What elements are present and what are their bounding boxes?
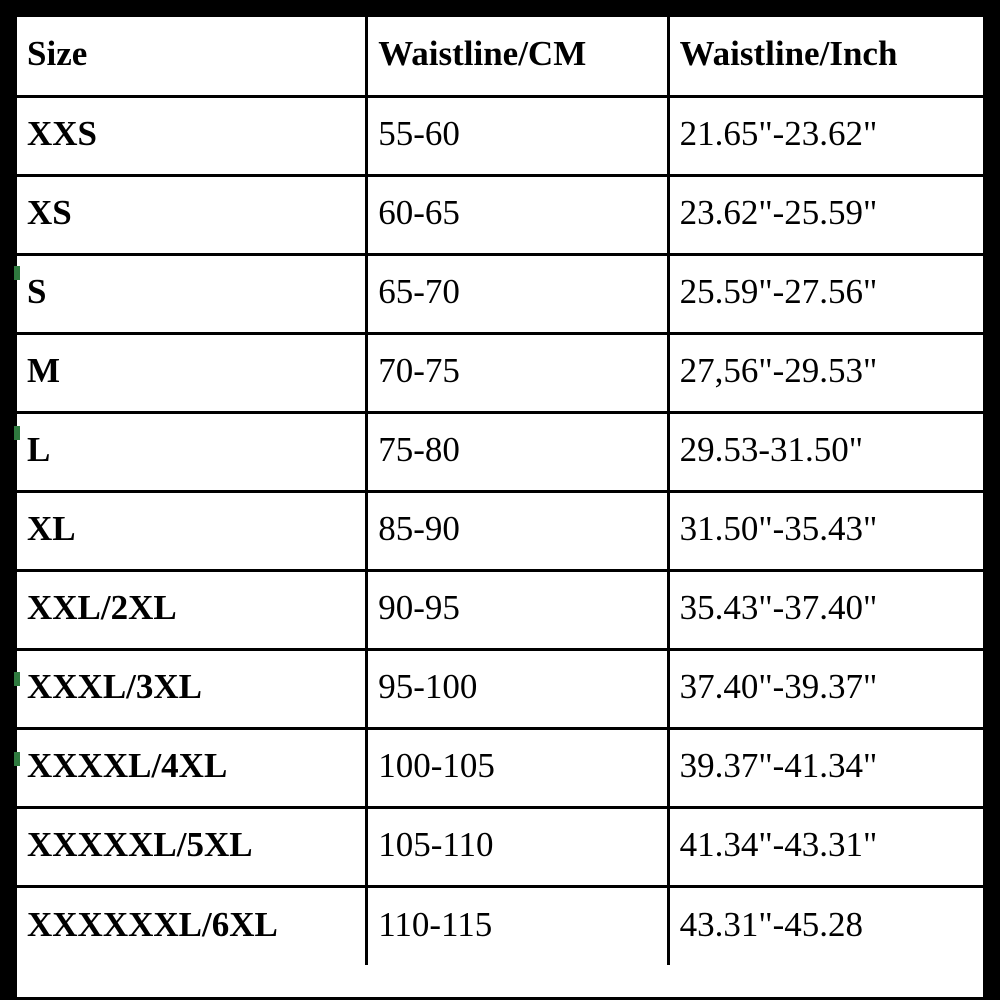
cell-size: XXXXL/4XL — [17, 728, 367, 807]
cell-waistline-inch: 27,56"-29.53" — [668, 333, 983, 412]
cell-waistline-cm: 85-90 — [367, 491, 668, 570]
table-body — [17, 96, 983, 965]
table-row — [17, 886, 983, 965]
cell-waistline-cm: 100-105 — [367, 728, 668, 807]
cell-waistline-cm: 90-95 — [367, 570, 668, 649]
table-row — [17, 96, 983, 175]
size-chart-container — [14, 14, 986, 1000]
cell-size: XXS — [17, 96, 367, 175]
table-row — [17, 412, 983, 491]
column-header-waistline-inch: Waistline/Inch — [668, 17, 983, 96]
cell-size: XXL/2XL — [17, 570, 367, 649]
cell-waistline-cm: 55-60 — [367, 96, 668, 175]
cell-waistline-inch: 21.65"-23.62" — [668, 96, 983, 175]
cell-waistline-inch: 25.59"-27.56" — [668, 254, 983, 333]
cell-waistline-cm: 60-65 — [367, 175, 668, 254]
table-header — [17, 17, 983, 96]
cell-size: XXXL/3XL — [17, 649, 367, 728]
cell-waistline-inch: 31.50"-35.43" — [668, 491, 983, 570]
cell-size: L — [17, 412, 367, 491]
cell-waistline-cm: 105-110 — [367, 807, 668, 886]
cell-waistline-inch: 37.40"-39.37" — [668, 649, 983, 728]
table-header-row — [17, 17, 983, 96]
cell-waistline-inch: 29.53-31.50" — [668, 412, 983, 491]
cell-waistline-inch: 41.34"-43.31" — [668, 807, 983, 886]
cell-size: M — [17, 333, 367, 412]
cell-waistline-inch: 35.43"-37.40" — [668, 570, 983, 649]
cell-waistline-cm: 75-80 — [367, 412, 668, 491]
cell-size: XL — [17, 491, 367, 570]
table-row — [17, 175, 983, 254]
column-header-waistline-cm: Waistline/CM — [367, 17, 668, 96]
table-row — [17, 649, 983, 728]
cell-size: XXXXXXL/6XL — [17, 886, 367, 965]
table-row — [17, 333, 983, 412]
cell-size: XS — [17, 175, 367, 254]
cell-size: XXXXXL/5XL — [17, 807, 367, 886]
table-row — [17, 728, 983, 807]
cell-waistline-inch: 39.37"-41.34" — [668, 728, 983, 807]
column-header-size: Size — [17, 17, 367, 96]
cell-waistline-cm: 110-115 — [367, 886, 668, 965]
cell-waistline-inch: 43.31"-45.28 — [668, 886, 983, 965]
cell-waistline-cm: 95-100 — [367, 649, 668, 728]
cell-waistline-cm: 70-75 — [367, 333, 668, 412]
cell-size: S — [17, 254, 367, 333]
table-row — [17, 570, 983, 649]
cell-waistline-inch: 23.62"-25.59" — [668, 175, 983, 254]
table-row — [17, 254, 983, 333]
table-row — [17, 491, 983, 570]
cell-waistline-cm: 65-70 — [367, 254, 668, 333]
table-row — [17, 807, 983, 886]
size-chart-table — [17, 17, 983, 965]
